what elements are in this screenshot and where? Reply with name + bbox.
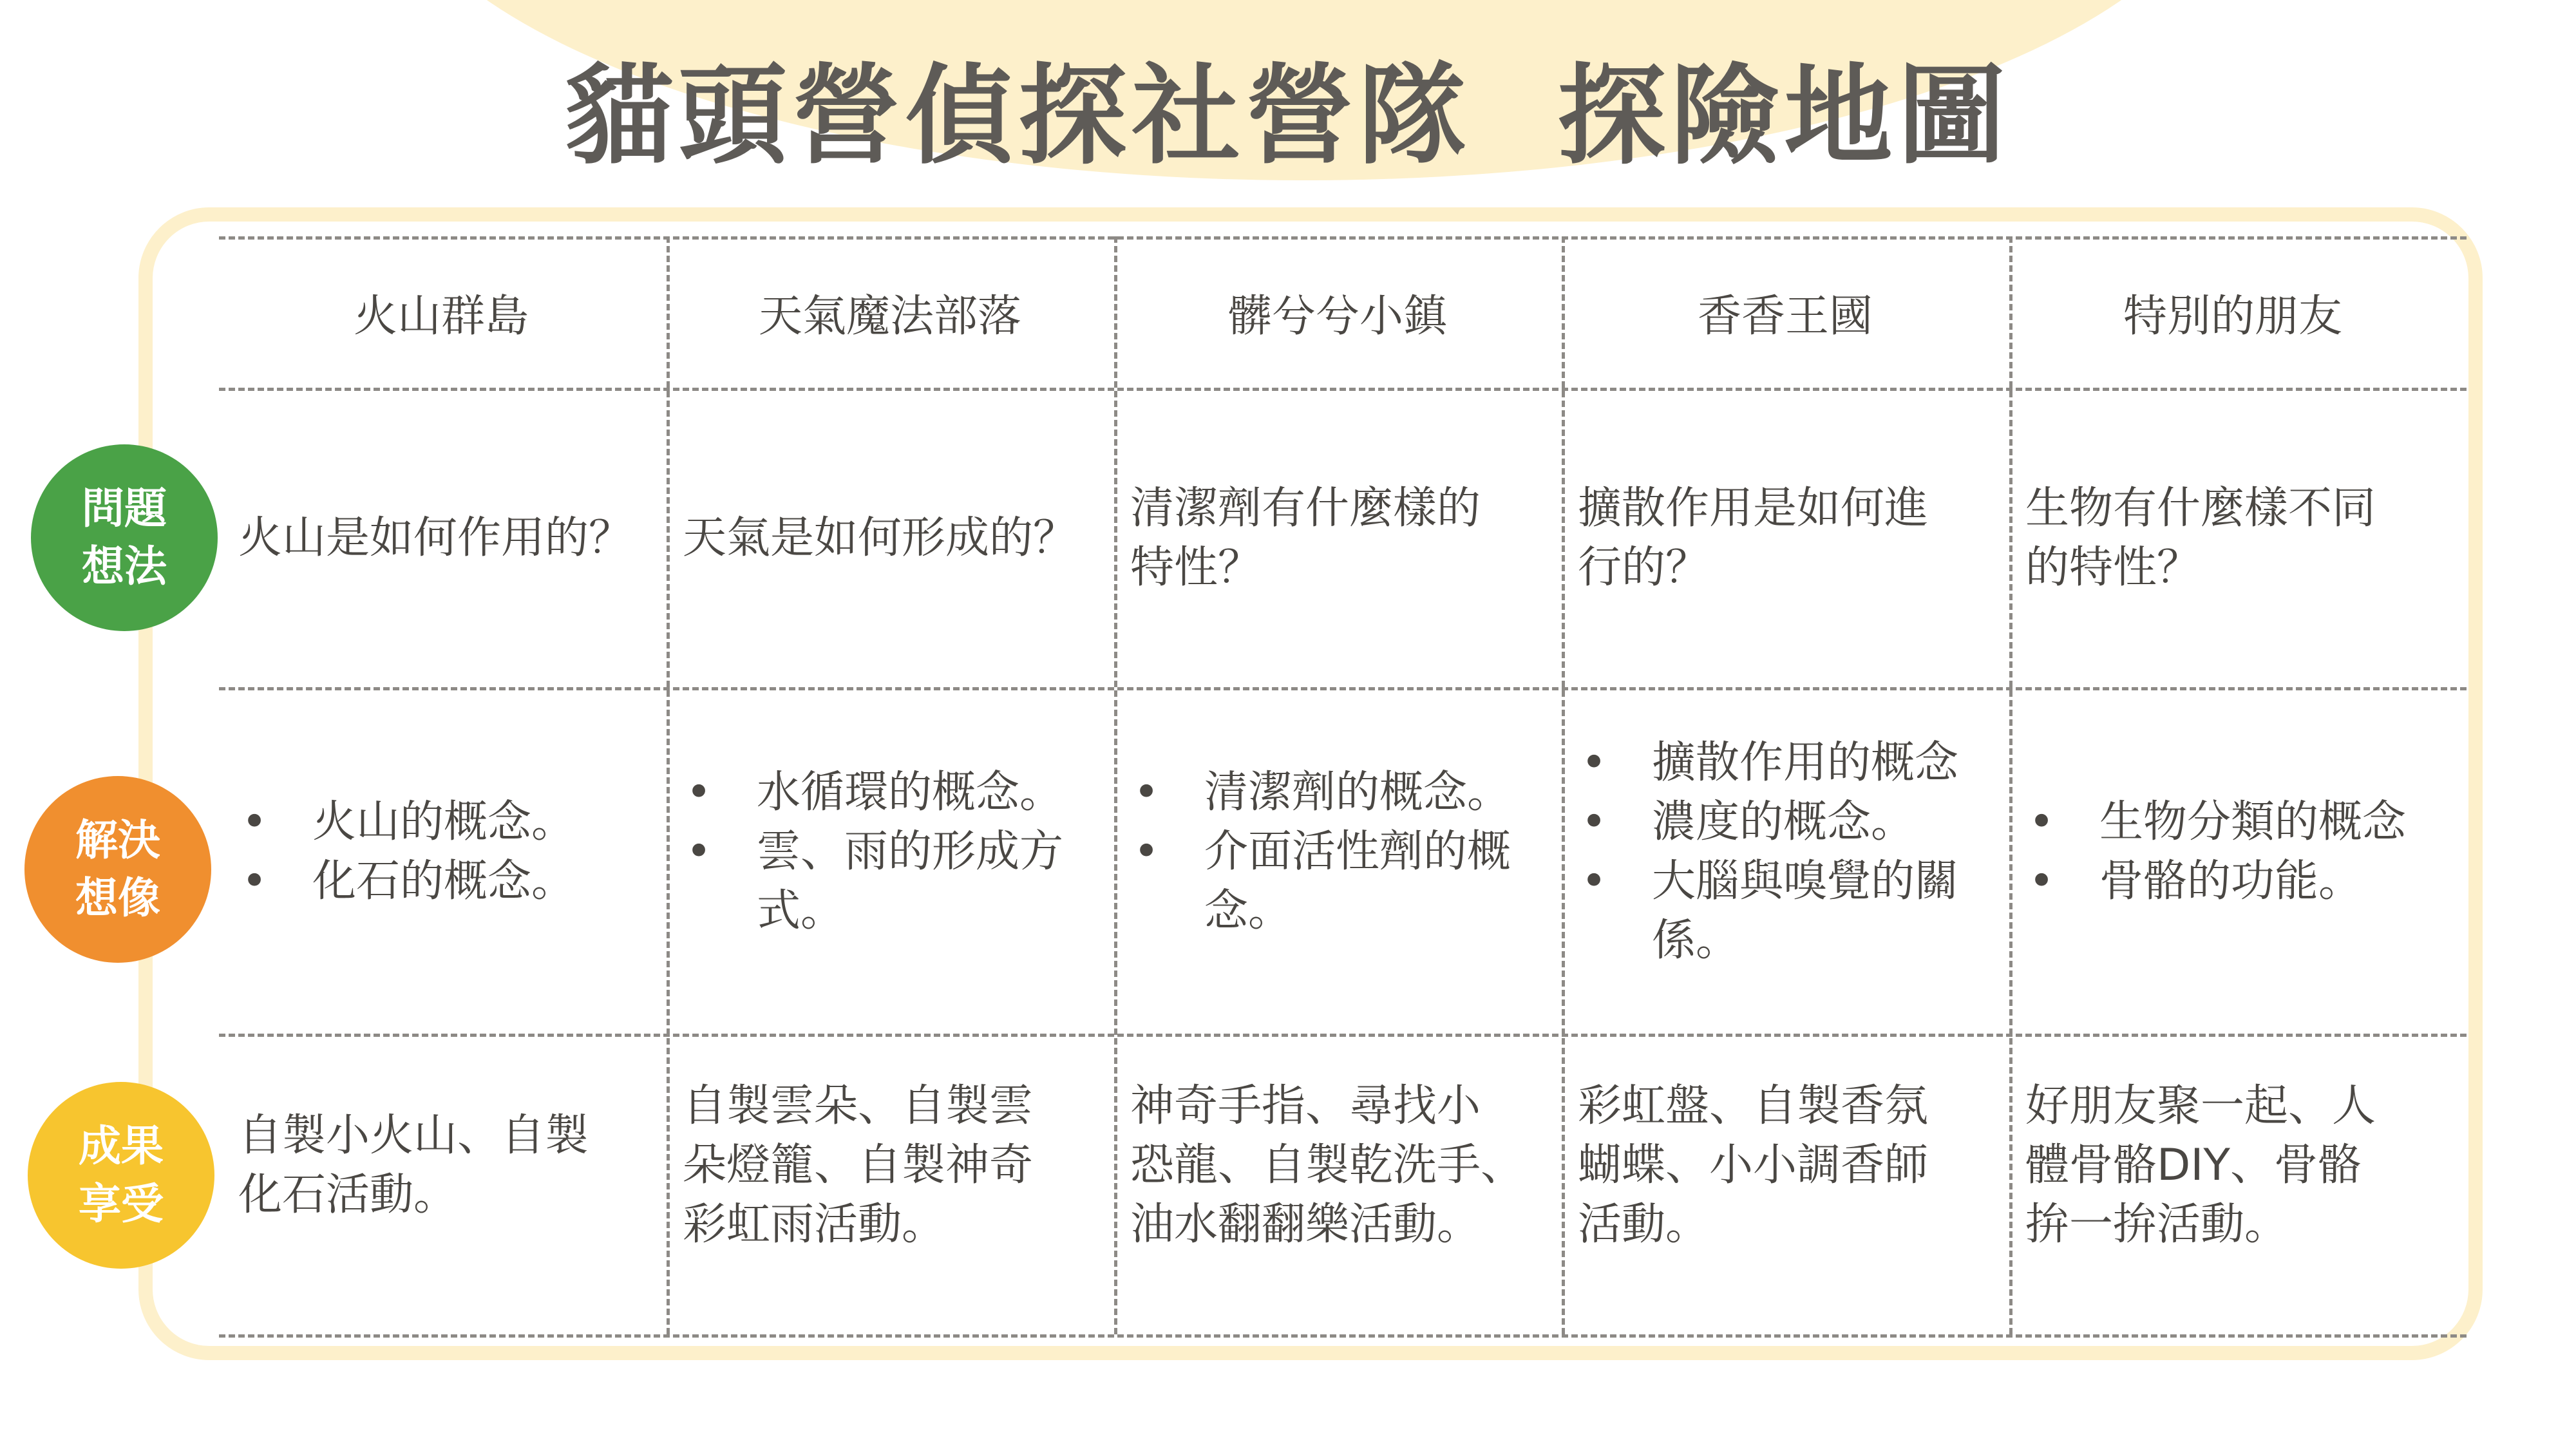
column-header: 香香王國	[1697, 290, 1873, 342]
page-title: 貓頭營偵探社營隊 探險地圖	[565, 53, 2011, 179]
bullet-item: • 化石的概念。	[238, 852, 654, 911]
table-cell-problem	[1568, 391, 1993, 686]
cell-text: 天氣是如何形成的？	[683, 513, 1077, 564]
grid-line-v	[667, 236, 670, 1334]
row-label-solve: 解決 想像	[24, 776, 211, 963]
cell-text: 好朋友聚一起、人 體骨骼DIY、骨骼 拚一拚活動。	[2025, 1081, 2376, 1250]
table-cell-result	[229, 1018, 654, 1314]
table-cell-problem	[1121, 391, 1546, 686]
bullet-list	[1578, 734, 1993, 971]
table-cell-solve	[2016, 681, 2441, 1023]
cell-text: 火山是如何作用的？	[238, 513, 633, 564]
bullet-item: • 水循環的概念。	[683, 763, 1098, 822]
row-label-result: 成果 享受	[28, 1082, 214, 1269]
table-cell-solve	[1568, 681, 1993, 1023]
cell-text: 神奇手指、尋找小 恐龍、自製乾洗手、 油水翻翻樂活動。	[1130, 1081, 1525, 1250]
table-cell-solve	[673, 681, 1098, 1023]
bullet-item: • 介面活性劑的概念。	[1130, 822, 1546, 941]
table-cell-result	[2016, 1018, 2441, 1314]
bullet-list	[1130, 763, 1546, 941]
grid-line-v	[1114, 236, 1117, 1334]
row-label-problem: 問題 想法	[31, 444, 218, 631]
bullet-item: • 濃度的概念。	[1578, 793, 1993, 852]
column-header: 特別的朋友	[2123, 290, 2342, 342]
bullet-item: • 骨骼的功能。	[2025, 852, 2441, 911]
bullet-item: • 生物分類的概念	[2025, 793, 2441, 852]
cell-text: 生物有什麼樣不同 的特性？	[2025, 483, 2376, 593]
bullet-item: • 大腦與嗅覺的關係。	[1578, 852, 1993, 971]
grid-line-v	[2009, 236, 2012, 1334]
bullet-list	[2025, 793, 2441, 911]
cell-text: 自製雲朵、自製雲 朵燈籠、自製神奇 彩虹雨活動。	[683, 1081, 1034, 1250]
bullet-item: • 火山的概念。	[238, 793, 654, 852]
bullet-item: • 雲、雨的形成方式。	[683, 822, 1098, 941]
table-cell-result	[1568, 1018, 1993, 1314]
column-header: 天氣魔法部落	[758, 290, 1021, 342]
table-cell-solve	[229, 681, 654, 1023]
table-cell-result	[673, 1018, 1098, 1314]
table-cell-problem	[229, 391, 654, 686]
cell-text: 彩虹盤、自製香氛 蝴蝶、小小調香師 活動。	[1578, 1081, 1929, 1250]
bullet-item: • 擴散作用的概念	[1578, 734, 1993, 793]
cell-text: 擴散作用是如何進 行的？	[1578, 483, 1929, 593]
bullet-list	[238, 793, 654, 911]
table-cell-solve	[1121, 681, 1546, 1023]
bullet-item: • 清潔劑的概念。	[1130, 763, 1546, 822]
grid-line-v	[1562, 236, 1565, 1334]
table-cell-problem	[673, 391, 1098, 686]
table-cell-problem	[2016, 391, 2441, 686]
cell-text: 自製小火山、自製 化石活動。	[238, 1110, 589, 1220]
cell-text: 清潔劑有什麼樣的 特性？	[1130, 483, 1481, 593]
grid-line-h	[219, 1334, 2467, 1338]
column-header: 髒兮兮小鎮	[1227, 290, 1447, 342]
bullet-list	[683, 763, 1098, 941]
column-header: 火山群島	[353, 290, 529, 342]
table-cell-result	[1121, 1018, 1546, 1314]
